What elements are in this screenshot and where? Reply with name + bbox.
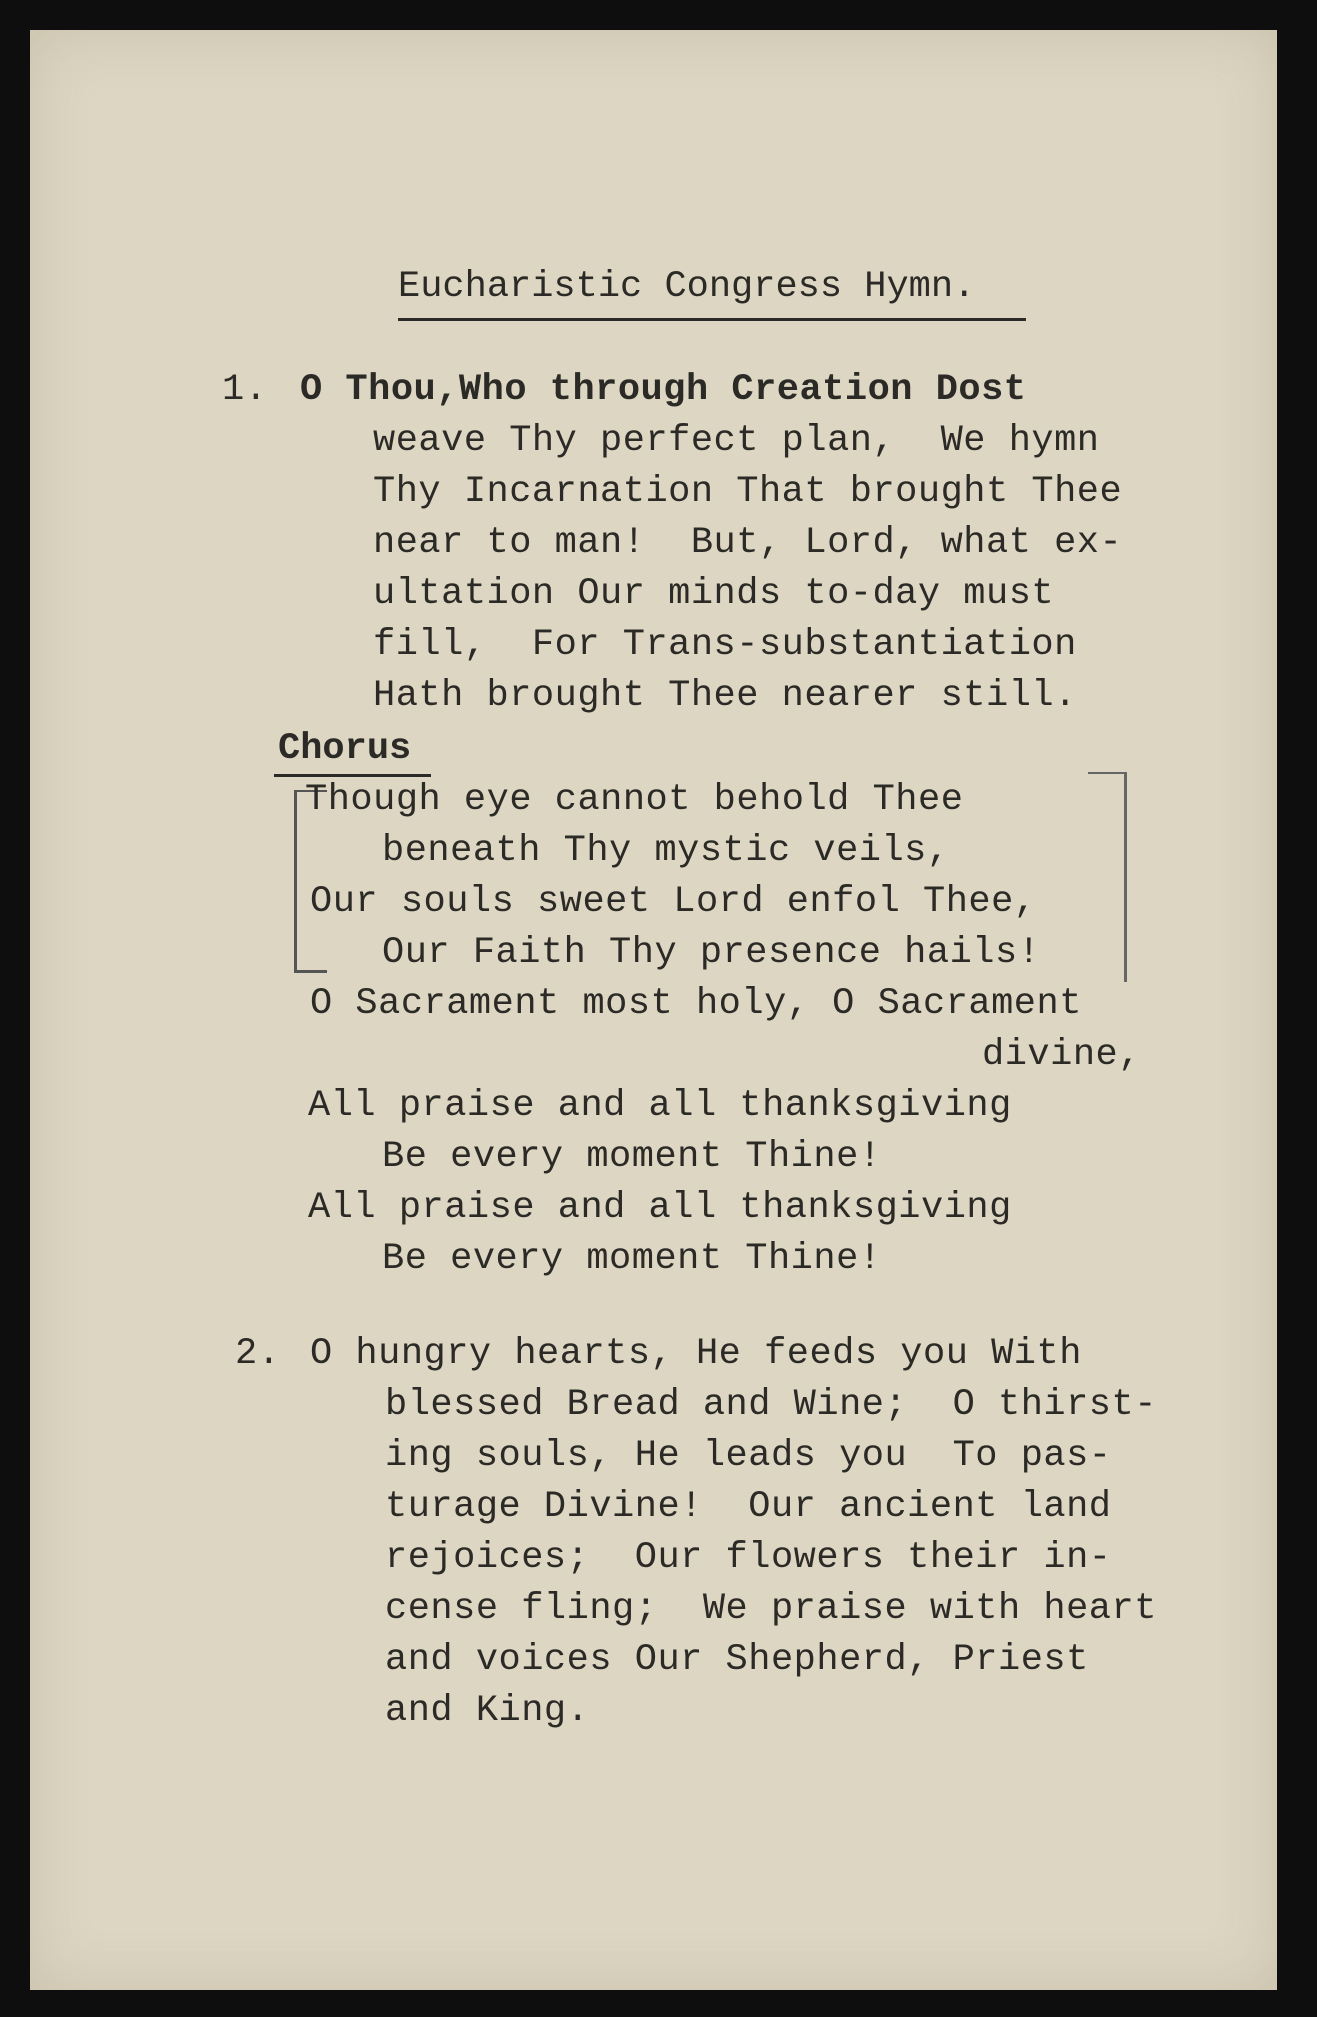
- verse-2-line: cense fling; We praise with heart: [385, 1588, 1157, 1630]
- verse-1-number: 1.: [222, 369, 268, 411]
- chorus-line: O Sacrament most holy, O Sacrament: [310, 983, 1082, 1025]
- chorus-label: Chorus: [278, 728, 412, 770]
- chorus-line: Be every moment Thine!: [382, 1136, 882, 1178]
- verse-2-line: and King.: [385, 1690, 590, 1732]
- verse-1-line: ultation Our minds to-day must: [373, 573, 1055, 615]
- verse-1-line: Hath brought Thee nearer still.: [373, 675, 1077, 717]
- chorus-line: Our Faith Thy presence hails!: [382, 932, 1041, 974]
- chorus-bracket-right: [1088, 772, 1127, 982]
- verse-2-line: rejoices; Our flowers their in-: [385, 1537, 1112, 1579]
- chorus-line: All praise and all thanksgiving: [308, 1085, 1012, 1127]
- chorus-line: Be every moment Thine!: [382, 1238, 882, 1280]
- chorus-underline: [274, 774, 431, 777]
- verse-2-number: 2.: [235, 1333, 281, 1375]
- verse-1-line: fill, For Trans-substantiation: [373, 624, 1077, 666]
- title-underline: [398, 318, 1026, 321]
- chorus-line: beneath Thy mystic veils,: [382, 830, 950, 872]
- verse-1-line: near to man! But, Lord, what ex-: [373, 522, 1123, 564]
- verse-2-line: turage Divine! Our ancient land: [385, 1486, 1112, 1528]
- verse-2-line: ing souls, He leads you To pas-: [385, 1435, 1112, 1477]
- verse-2-line: and voices Our Shepherd, Priest: [385, 1639, 1089, 1681]
- chorus-line: Our souls sweet Lord enfol Thee,: [310, 881, 1037, 923]
- verse-1-line: O Thou,Who through Creation Dost: [300, 369, 1027, 411]
- chorus-line: Though eye cannot behold Thee: [305, 779, 964, 821]
- verse-2-line: O hungry hearts, He feeds you With: [310, 1333, 1082, 1375]
- chorus-line: divine,: [982, 1034, 1141, 1076]
- verse-2-line: blessed Bread and Wine; O thirst-: [385, 1384, 1157, 1426]
- verse-1-line: Thy Incarnation That brought Thee: [373, 471, 1123, 513]
- verse-1-line: weave Thy perfect plan, We hymn: [373, 420, 1100, 462]
- chorus-line: All praise and all thanksgiving: [308, 1187, 1012, 1229]
- page-title: Eucharistic Congress Hymn.: [398, 266, 976, 308]
